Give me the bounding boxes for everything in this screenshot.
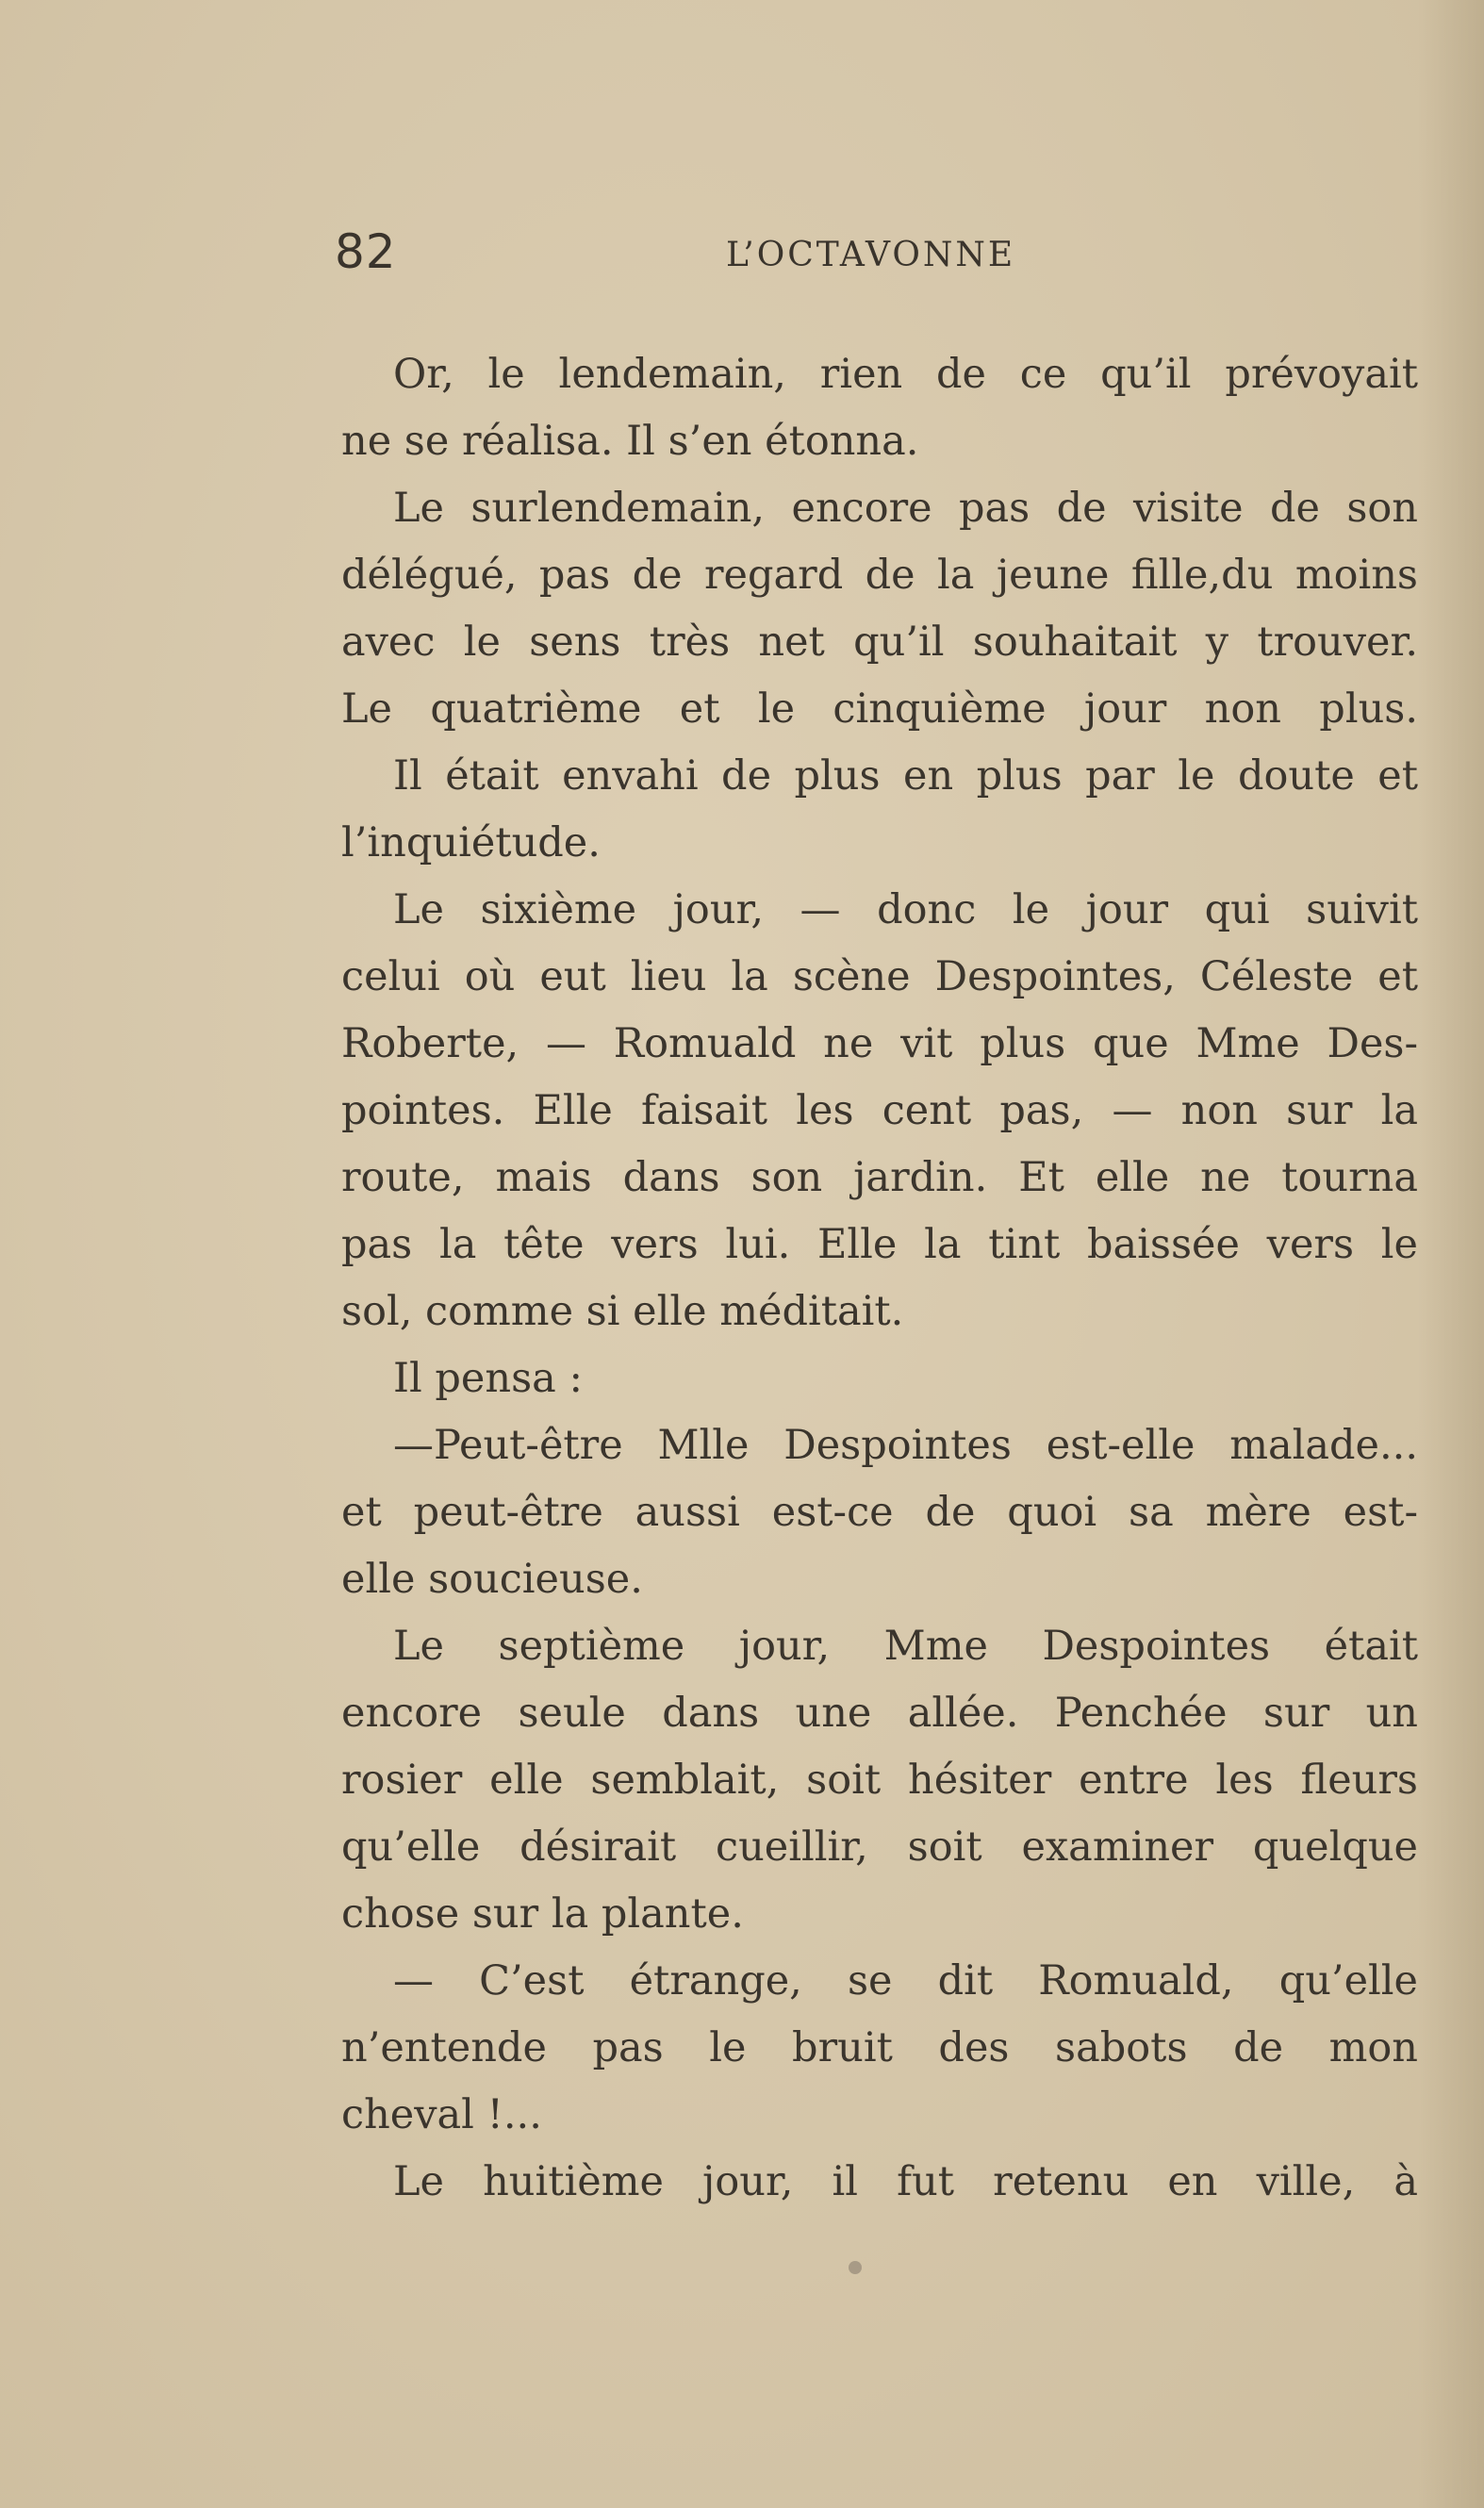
text-line: celui où eut lieu la scène Despointes, Céleste et (341, 953, 1418, 1000)
text-line: pointes. Elle faisait les cent pas, — non sur la (341, 1087, 1418, 1134)
text-line: délégué, pas de regard de la jeune fille,du moins (341, 552, 1418, 599)
text-line: encore seule dans une allée. Penchée sur un (341, 1690, 1418, 1737)
page-number: 82 (335, 224, 397, 279)
text-line: Le huitième jour, il fut retenu en ville, à (393, 2158, 1418, 2205)
text-line: chose sur la plante. (341, 1890, 744, 1938)
text-line: pas la tête vers lui. Elle la tint baissée vers le (341, 1221, 1418, 1268)
text-line: elle soucieuse. (341, 1556, 643, 1603)
text-line: Il était envahi de plus en plus par le doute et (393, 752, 1418, 800)
text-line: route, mais dans son jardin. Et elle ne tourna (341, 1154, 1418, 1201)
text-line: qu’elle désirait cueillir, soit examiner quelque (341, 1823, 1418, 1871)
text-line: n’entende pas le bruit des sabots de mon (341, 2024, 1418, 2071)
text-line: et peut-être aussi est-ce de quoi sa mère est- (341, 1489, 1418, 1536)
text-line: ne se réalisa. Il s’en étonna. (341, 418, 919, 465)
text-line: Le surlendemain, encore pas de visite de son (393, 485, 1418, 532)
text-line: — C’est étrange, se dit Romuald, qu’elle (393, 1957, 1418, 2005)
text-line: Or, le lendemain, rien de ce qu’il prévoyait (393, 351, 1418, 398)
text-line: avec le sens très net qu’il souhaitait y trouver. (341, 619, 1418, 666)
text-line: Roberte, — Romuald ne vit plus que Mme Des- (341, 1020, 1418, 1067)
text-line: Le sixième jour, — donc le jour qui suivit (393, 886, 1418, 933)
running-title: L’OCTAVONNE (726, 236, 1016, 274)
ink-spot (849, 2261, 862, 2274)
page-header (335, 224, 1419, 290)
text-line: —Peut-être Mlle Despointes est-elle malade... (393, 1422, 1418, 1469)
text-line: Il pensa : (393, 1355, 583, 1402)
body-text (341, 341, 1418, 2216)
text-line: rosier elle semblait, soit hésiter entre les fleurs (341, 1757, 1418, 1804)
text-line: sol, comme si elle méditait. (341, 1288, 904, 1335)
text-line: cheval !... (341, 2091, 542, 2138)
text-line: Le septième jour, Mme Despointes était (393, 1623, 1418, 1670)
text-line: l’inquiétude. (341, 819, 601, 866)
text-line: Le quatrième et le cinquième jour non plus. (341, 685, 1418, 733)
